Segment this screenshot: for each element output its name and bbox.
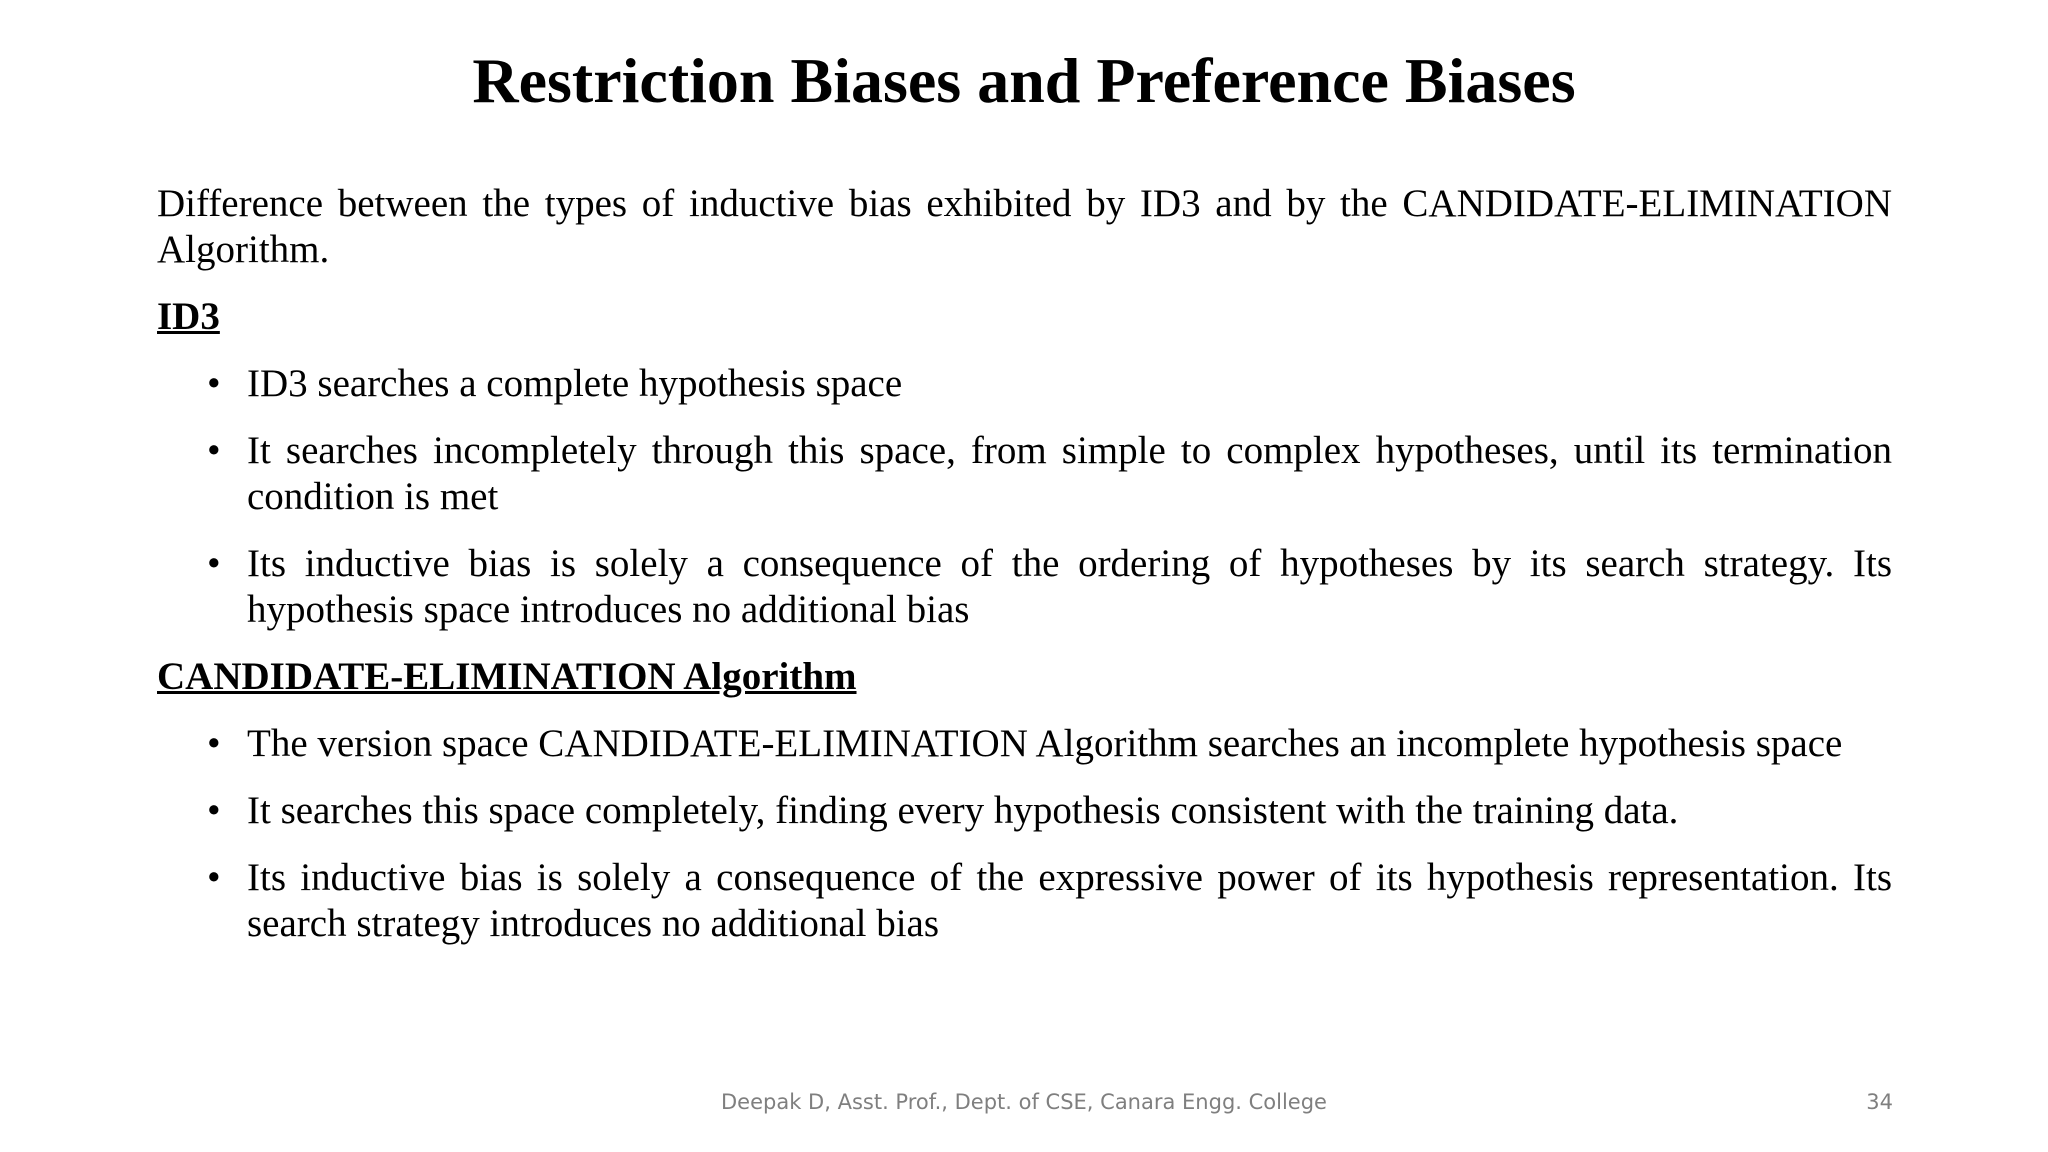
bullet-icon: • <box>207 362 221 405</box>
bullet-text: It searches this space completely, finding every hypothesis consistent with the training data. <box>247 789 1679 832</box>
list-item <box>157 855 1892 947</box>
bullet-icon: • <box>207 722 221 765</box>
id3-bullet-list <box>157 361 1892 633</box>
intro-paragraph: Difference between the types of inductive bias exhibited by ID3 and by the CANDIDATE-ELIMINATION Algorithm. <box>157 182 1892 271</box>
footer-text: Deepak D, Asst. Prof., Dept. of CSE, Canara Engg. College <box>721 1090 1327 1114</box>
bullet-icon: • <box>207 542 221 585</box>
bullet-text: Its inductive bias is solely a consequence of the ordering of hypotheses by its search strategy. Its hypothesis space introduces no additional bias <box>247 542 1892 631</box>
candidate-elimination-bullet-list <box>157 721 1892 947</box>
slide-title: Restriction Biases and Preference Biases <box>472 45 1576 116</box>
bullet-icon: • <box>207 429 221 472</box>
bullet-text: The version space CANDIDATE-ELIMINATION Algorithm searches an incomplete hypothesis space <box>247 722 1843 765</box>
list-item <box>157 428 1892 520</box>
section-heading-id3: ID3 <box>157 295 220 338</box>
list-item <box>157 788 1892 834</box>
slide-content <box>157 181 1892 968</box>
list-item <box>157 361 1892 407</box>
bullet-text: Its inductive bias is solely a consequence of the expressive power of its hypothesis representation. Its search strategy introduces no additional bias <box>247 856 1892 945</box>
bullet-text: ID3 searches a complete hypothesis space <box>247 362 903 405</box>
list-item <box>157 541 1892 633</box>
bullet-icon: • <box>207 856 221 899</box>
bullet-text: It searches incompletely through this space, from simple to complex hypotheses, until its termination condition is met <box>247 429 1892 518</box>
page-number: 34 <box>1866 1090 1893 1114</box>
section-heading-candidate-elimination: CANDIDATE-ELIMINATION Algorithm <box>157 655 857 698</box>
list-item <box>157 721 1892 767</box>
bullet-icon: • <box>207 789 221 832</box>
